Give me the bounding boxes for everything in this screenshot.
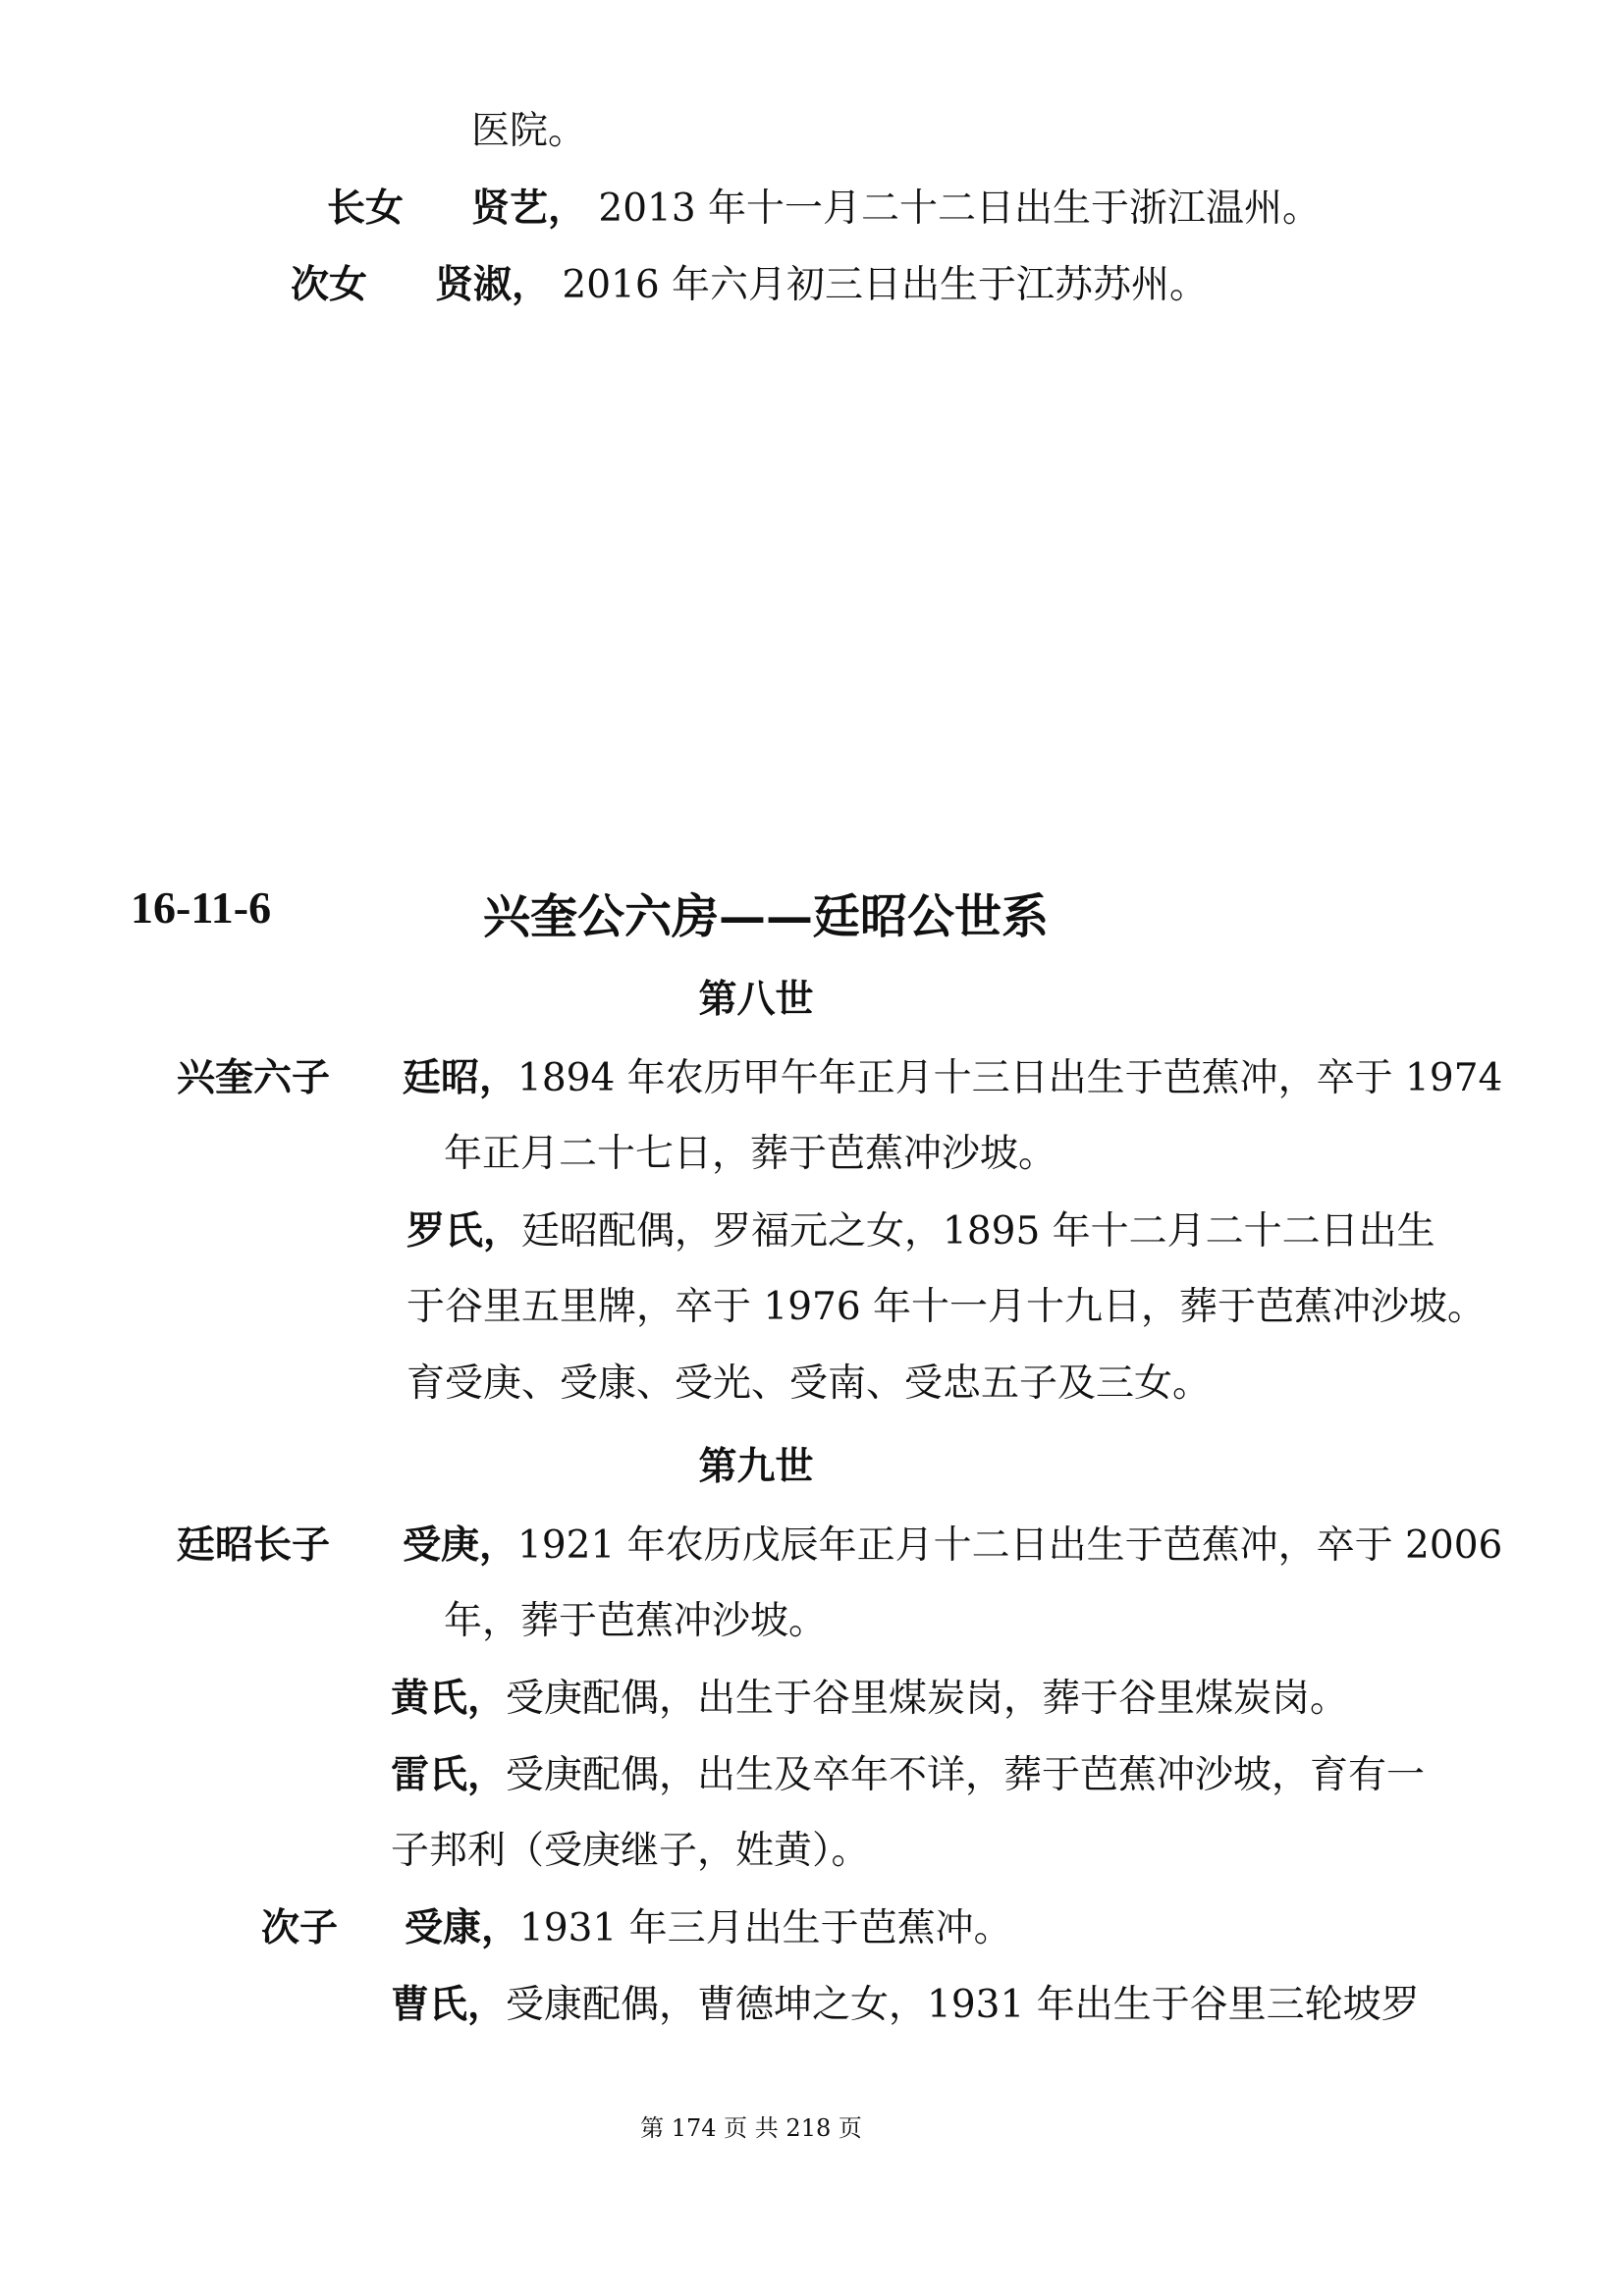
section-title: 兴奎公六房——廷昭公世系 [483,889,1050,944]
person-name: 廷昭， [403,1055,518,1100]
text-line [405,1902,1012,1954]
relation-label: 次子 [261,1905,339,1950]
text-span: 廷昭配偶，罗福元之女，1895 年十二月二十二日出生 [521,1209,1435,1254]
page-footer: 第 174 页 共 218 页 [640,2114,862,2142]
person-name: 罗氏， [406,1208,522,1254]
text-span: 2013 年十一月二十二日出生于浙江温州。 [586,187,1322,231]
person-name: 雷氏， [391,1752,507,1797]
text-line: 育受庚、受康、受光、受南、受忠五子及三女。 [406,1362,1212,1406]
text-line [435,259,1208,311]
relation-label: 次女 [291,262,368,307]
section-number: 16-11-6 [131,882,272,933]
text-line [406,1205,1435,1257]
person-name: 曹氏， [391,1982,507,2027]
person-name: 受庚， [403,1522,518,1568]
text-span: 2016 年六月初三日出生于江苏苏州。 [550,263,1209,307]
person-name: 受康， [405,1905,520,1950]
relation-label: 长女 [327,186,405,231]
text-line [391,1749,1425,1801]
text-line [391,1673,1348,1725]
text-span: 医院。 [471,109,587,153]
text-line [471,106,586,157]
text-line: 年，葬于芭蕉冲沙坡。 [444,1599,828,1643]
text-line: 年正月二十七日，葬于芭蕉冲沙坡。 [444,1132,1057,1176]
relation-label: 廷昭长子 [177,1522,331,1568]
person-name: 贤淑， [435,262,551,307]
person-name: 贤艺， [471,186,587,231]
text-line: 于谷里五里牌，卒于 1976 年十一月十九日，葬于芭蕉冲沙坡。 [406,1285,1487,1329]
text-span: 1894 年农历甲午年正月十三日出生于芭蕉冲，卒于 1974 [517,1056,1503,1100]
text-span: 1931 年三月出生于芭蕉冲。 [519,1906,1012,1950]
text-span: 受庚配偶，出生于谷里煤炭岗，葬于谷里煤炭岗。 [506,1677,1349,1721]
text-line [471,183,1321,235]
text-span: 受康配偶，曹德坤之女，1931 年出生于谷里三轮坡罗 [506,1983,1420,2027]
generation-heading: 第九世 [698,1444,814,1489]
relation-label: 兴奎六子 [177,1055,331,1100]
text-span: 受庚配偶，出生及卒年不详，葬于芭蕉冲沙坡，育有一 [506,1753,1426,1797]
text-line [391,1979,1420,2031]
text-line [403,1052,1502,1104]
person-name: 黄氏， [391,1676,507,1721]
text-span: 1921 年农历戊辰年正月十二日出生于芭蕉冲，卒于 2006 [517,1523,1503,1568]
generation-heading: 第八世 [698,977,814,1022]
text-line: 子邦利（受庚继子，姓黄）。 [391,1829,870,1873]
text-line [403,1520,1502,1572]
